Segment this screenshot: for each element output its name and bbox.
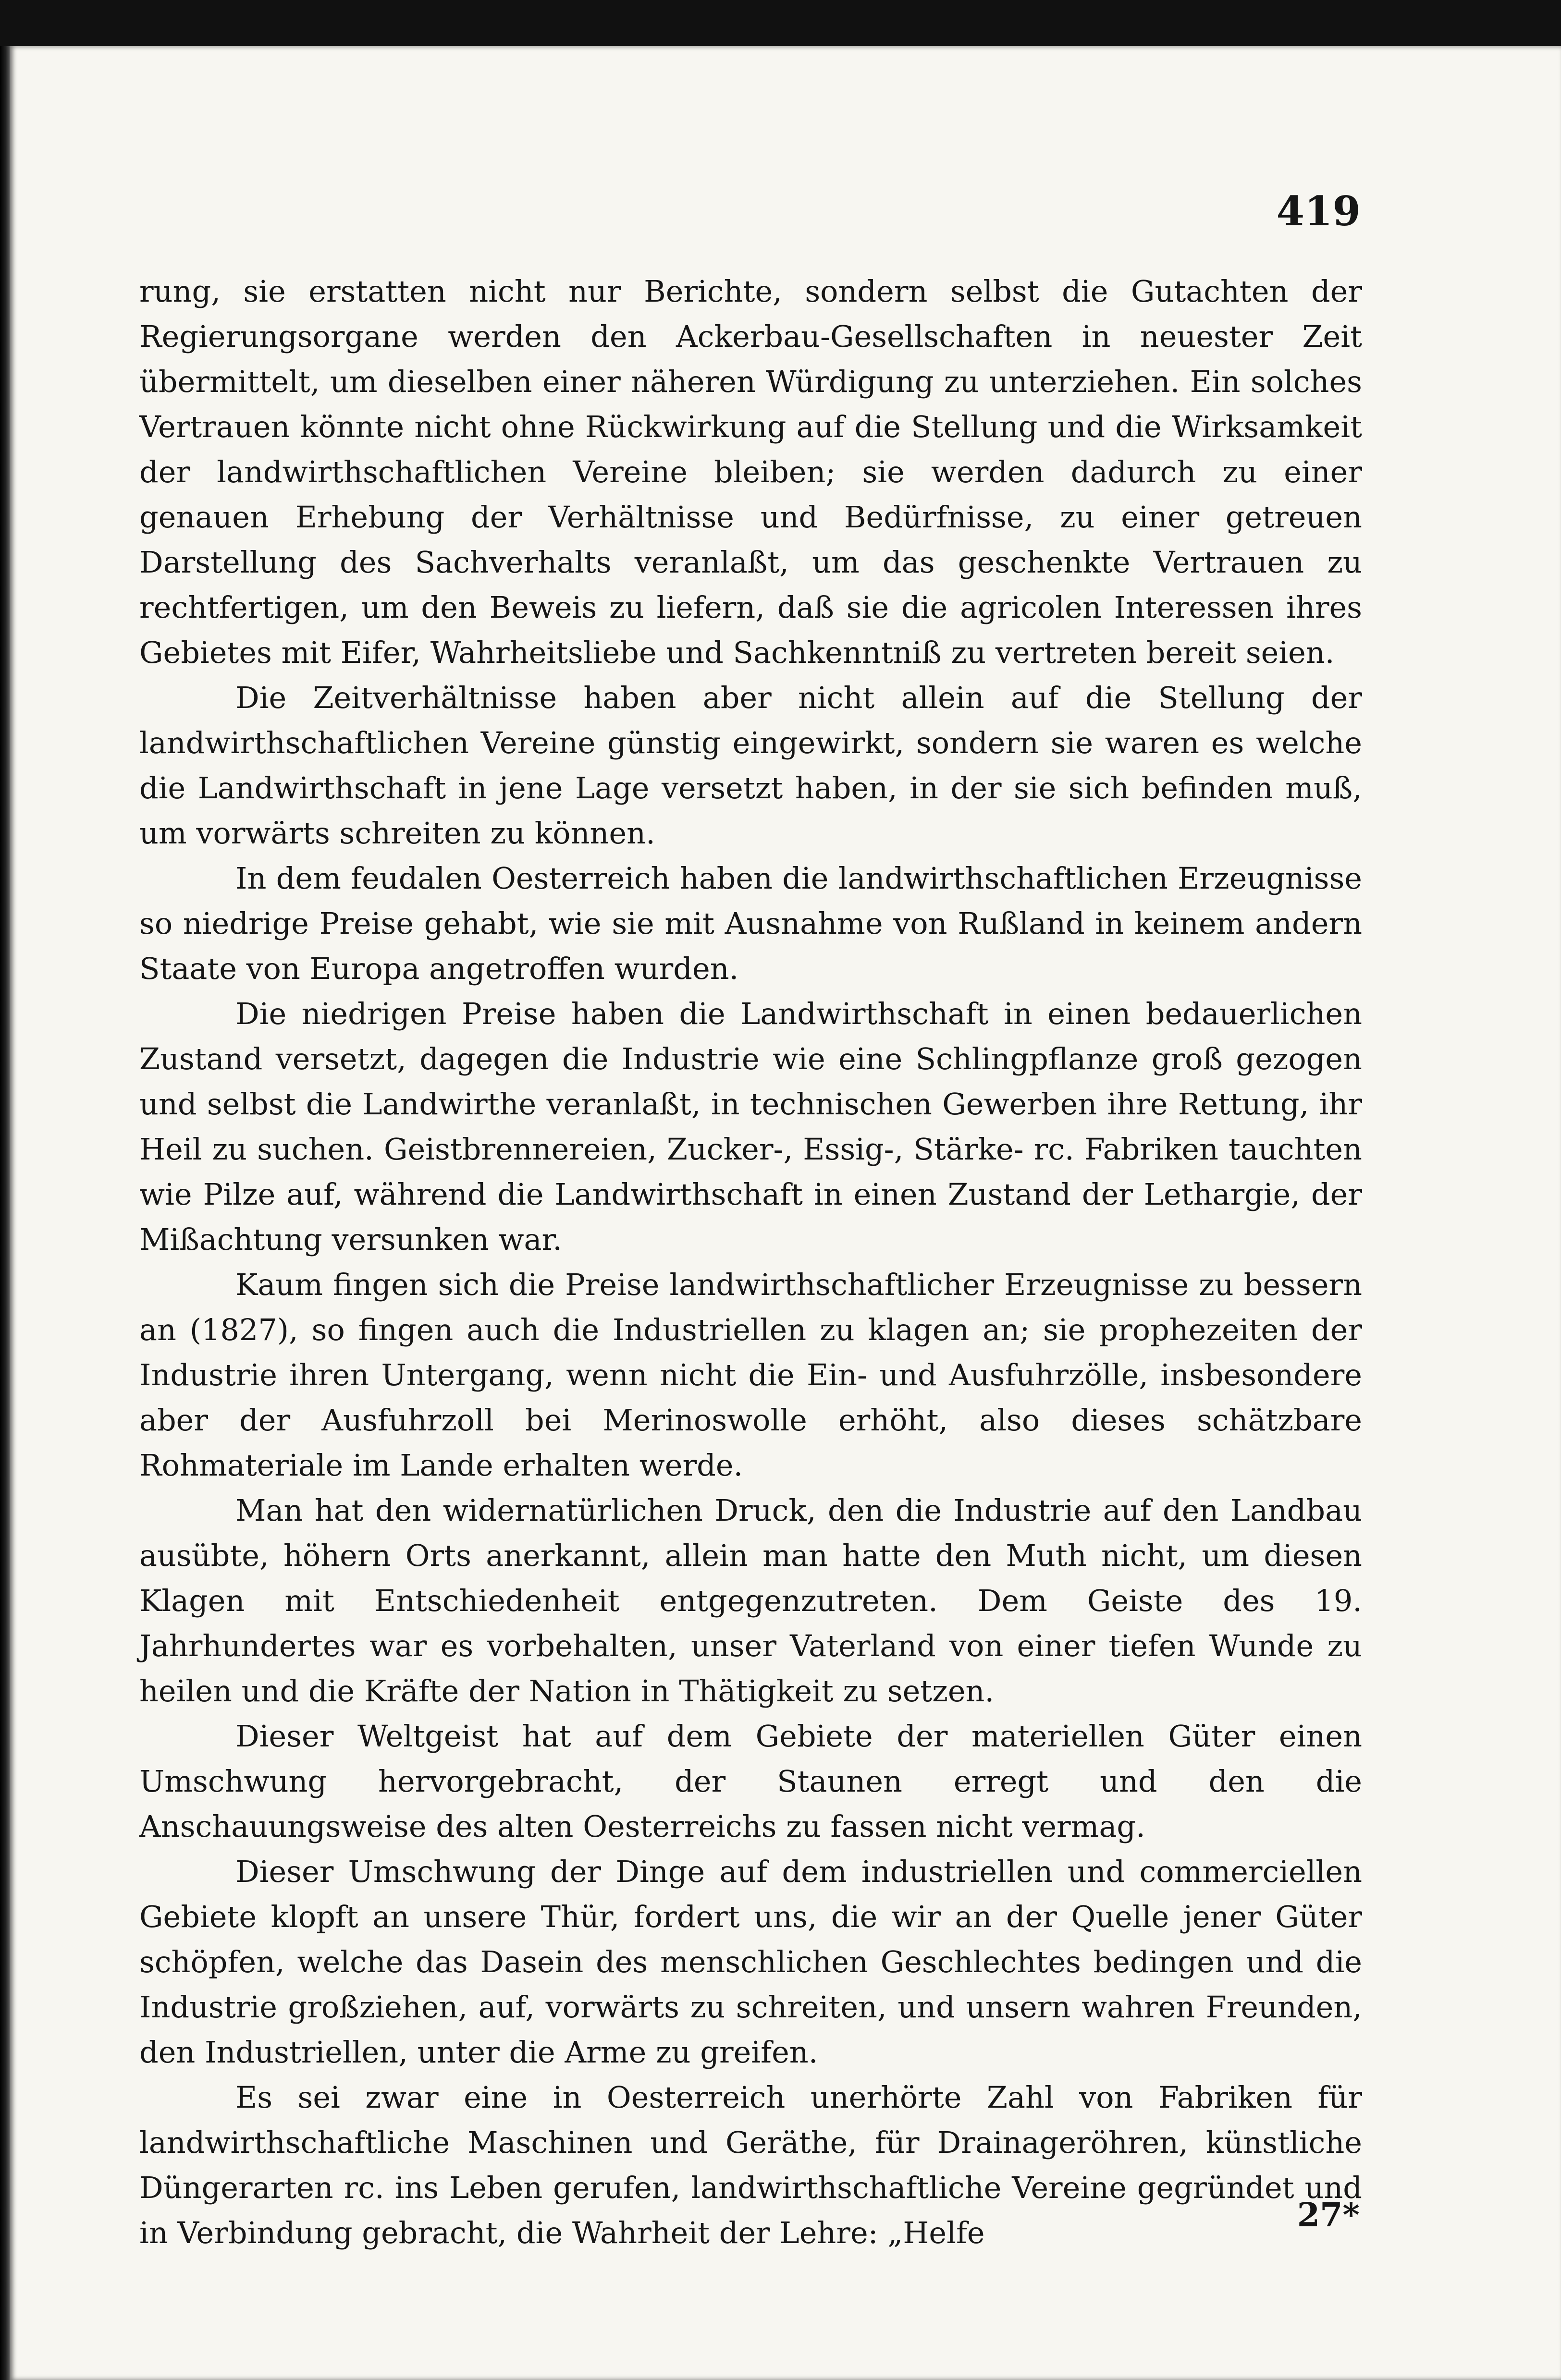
paragraph: In dem feudalen Oesterreich haben die landwirthschaftlichen Erzeugnisse so niedrige Preise gehabt, wie sie mit Ausnahme von Rußland in keinem andern Staate von Europa angetroffen wurden. — [139, 861, 1362, 986]
paragraph: Dieser Weltgeist hat auf dem Gebiete der materiellen Güter einen Umschwung hervorgebracht, der Staunen erregt und den die Anschauungsweise des alten Oesterreichs zu fassen nicht vermag. — [139, 1719, 1362, 1844]
paragraph: Kaum fingen sich die Preise landwirthschaftlicher Erzeugnisse zu bessern an (1827), so fingen auch die Industriellen zu klagen an; sie prophezeiten der Industrie ihren Untergang, wenn nicht die Ein- und Ausfuhrzölle, insbesondere aber der Ausfuhrzoll bei Merinoswolle erhöht, also dieses schätzbare Rohmateriale im Lande erhalten werde. — [139, 1267, 1362, 1483]
paragraph: Es sei zwar eine in Oesterreich unerhörte Zahl von Fabriken für landwirthschaftliche Maschinen und Geräthe, für Drainageröhren, künstliche Düngerarten rc. ins Leben gerufen, landwirthschaftliche Vereine gegründet und in Verbindung gebracht, die Wahrheit der Lehre: „Helfe — [139, 2080, 1362, 2250]
paragraph: Die Zeitverhältnisse haben aber nicht allein auf die Stellung der landwirthschaftlichen Vereine günstig eingewirkt, sondern sie waren es welche die Landwirthschaft in jene Lage versetzt haben, in der sie sich befinden muß, um vorwärts schreiten zu können. — [139, 680, 1362, 851]
paragraph: Die niedrigen Preise haben die Landwirthschaft in einen bedauerlichen Zustand versetzt, dagegen die Industrie wie eine Schlingpflanze groß gezogen und selbst die Landwirthe veranlaßt, in technischen Gewerben ihre Rettung, ihr Heil zu suchen. Geistbrennereien, Zucker-, Essig-, Stärke- rc. Fabriken tauchten wie Pilze auf, während die Landwirthschaft in einen Zustand der Lethargie, der Mißachtung versunken war. — [139, 996, 1362, 1257]
page-edge-shadow — [0, 46, 10, 2380]
page-number: 419 — [1276, 187, 1361, 235]
signature-mark: 27* — [1297, 2196, 1360, 2234]
paragraph: Dieser Umschwung der Dinge auf dem industriellen und commerciellen Gebiete klopft an unsere Thür, fordert uns, die wir an der Quelle jener Güter schöpfen, welche das Dasein des menschlichen Geschlechtes bedingen und die Industrie großziehen, auf, vorwärts zu schreiten, und unsern wahren Freunden, den Industriellen, unter die Arme zu greifen. — [139, 1854, 1362, 2070]
paragraph: Man hat den widernatürlichen Druck, den die Industrie auf den Landbau ausübte, höhern Orts anerkannt, allein man hatte den Muth nicht, um diesen Klagen mit Entschiedenheit entgegenzutreten. Dem Geiste des 19. Jahrhundertes war es vorbehalten, unser Vaterland von einer tiefen Wunde zu heilen und die Kräfte der Nation in Thätigkeit zu setzen. — [139, 1493, 1362, 1709]
paragraph-continued: rung, sie erstatten nicht nur Berichte, sondern selbst die Gutachten der Regierungsorgane werden den Ackerbau-Gesellschaften in neuester Zeit übermittelt, um dieselben einer näheren Würdigung zu unterziehen. Ein solches Vertrauen könnte nicht ohne Rückwirkung auf die Stellung und die Wirksamkeit der landwirthschaftlichen Vereine bleiben; sie werden dadurch zu einer genauen Erhebung der Verhältnisse und Bedürfnisse, zu einer getreuen Darstellung des Sachverhalts veranlaßt, um das geschenkte Vertrauen zu rechtfertigen, um den Beweis zu liefern, daß sie die agricolen Interessen ihres Gebietes mit Eifer, Wahrheitsliebe und Sachkenntniß zu vertreten bereit seien. — [139, 274, 1362, 670]
body-text — [139, 269, 1362, 2256]
